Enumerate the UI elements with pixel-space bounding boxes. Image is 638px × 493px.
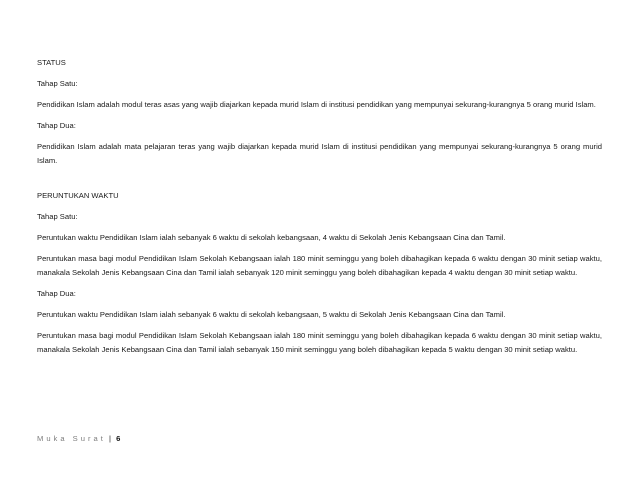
status-heading: STATUS [37,58,66,67]
peruntukan-tahap-satu-waktu: Peruntukan waktu Pendidikan Islam ialah sebanyak 6 waktu di sekolah kebangsaan, 4 waktu di Sekolah Jenis Kebangsaan Cina dan Tamil. [37,233,506,242]
status-tahap-dua-text: Pendidikan Islam adalah mata pelajaran teras yang wajib diajarkan kepada murid Islam di institusi pendidikan yang mempunyai sekurang-kurangnya 5 orang murid Islam. [37,142,602,165]
peruntukan-tahap-dua-label: Tahap Dua: [37,289,76,298]
footer-label: Muka Surat [37,434,106,443]
peruntukan-heading: PERUNTUKAN WAKTU [37,191,119,200]
page-content [37,56,602,357]
status-tahap-dua-label: Tahap Dua: [37,121,76,130]
status-tahap-satu-label: Tahap Satu: [37,79,78,88]
page-footer [37,433,120,445]
peruntukan-tahap-satu-label: Tahap Satu: [37,212,78,221]
peruntukan-tahap-dua-waktu: Peruntukan waktu Pendidikan Islam ialah sebanyak 6 waktu di sekolah kebangsaan, 5 waktu di Sekolah Jenis Kebangsaan Cina dan Tamil. [37,310,506,319]
peruntukan-tahap-satu-masa: Peruntukan masa bagi modul Pendidikan Islam Sekolah Kebangsaan ialah 180 minit seminggu yang boleh dibahagikan kepada 6 waktu dengan 30 minit setiap waktu, manakala Sekolah Jenis Kebangsaan Cina dan Tamil ialah sebanyak 120 minit seminggu yang boleh dibahagikan kepada 4 waktu dengan 30 minit setiap waktu. [37,254,602,277]
footer-separator: | [108,434,111,443]
status-tahap-satu-text: Pendidikan Islam adalah modul teras asas yang wajib diajarkan kepada murid Islam di institusi pendidikan yang mempunyai sekurang-kurangnya 5 orang murid Islam. [37,100,596,109]
page-number: 6 [116,434,121,443]
peruntukan-tahap-dua-masa: Peruntukan masa bagi modul Pendidikan Islam Sekolah Kebangsaan ialah 180 minit seminggu yang boleh dibahagikan kepada 6 waktu dengan 30 minit setiap waktu, manakala Sekolah Jenis Kebangsaan Cina dan Tamil ialah sebanyak 150 minit seminggu yang boleh dibahagikan kepada 5 waktu dengan 30 minit setiap waktu. [37,331,602,354]
